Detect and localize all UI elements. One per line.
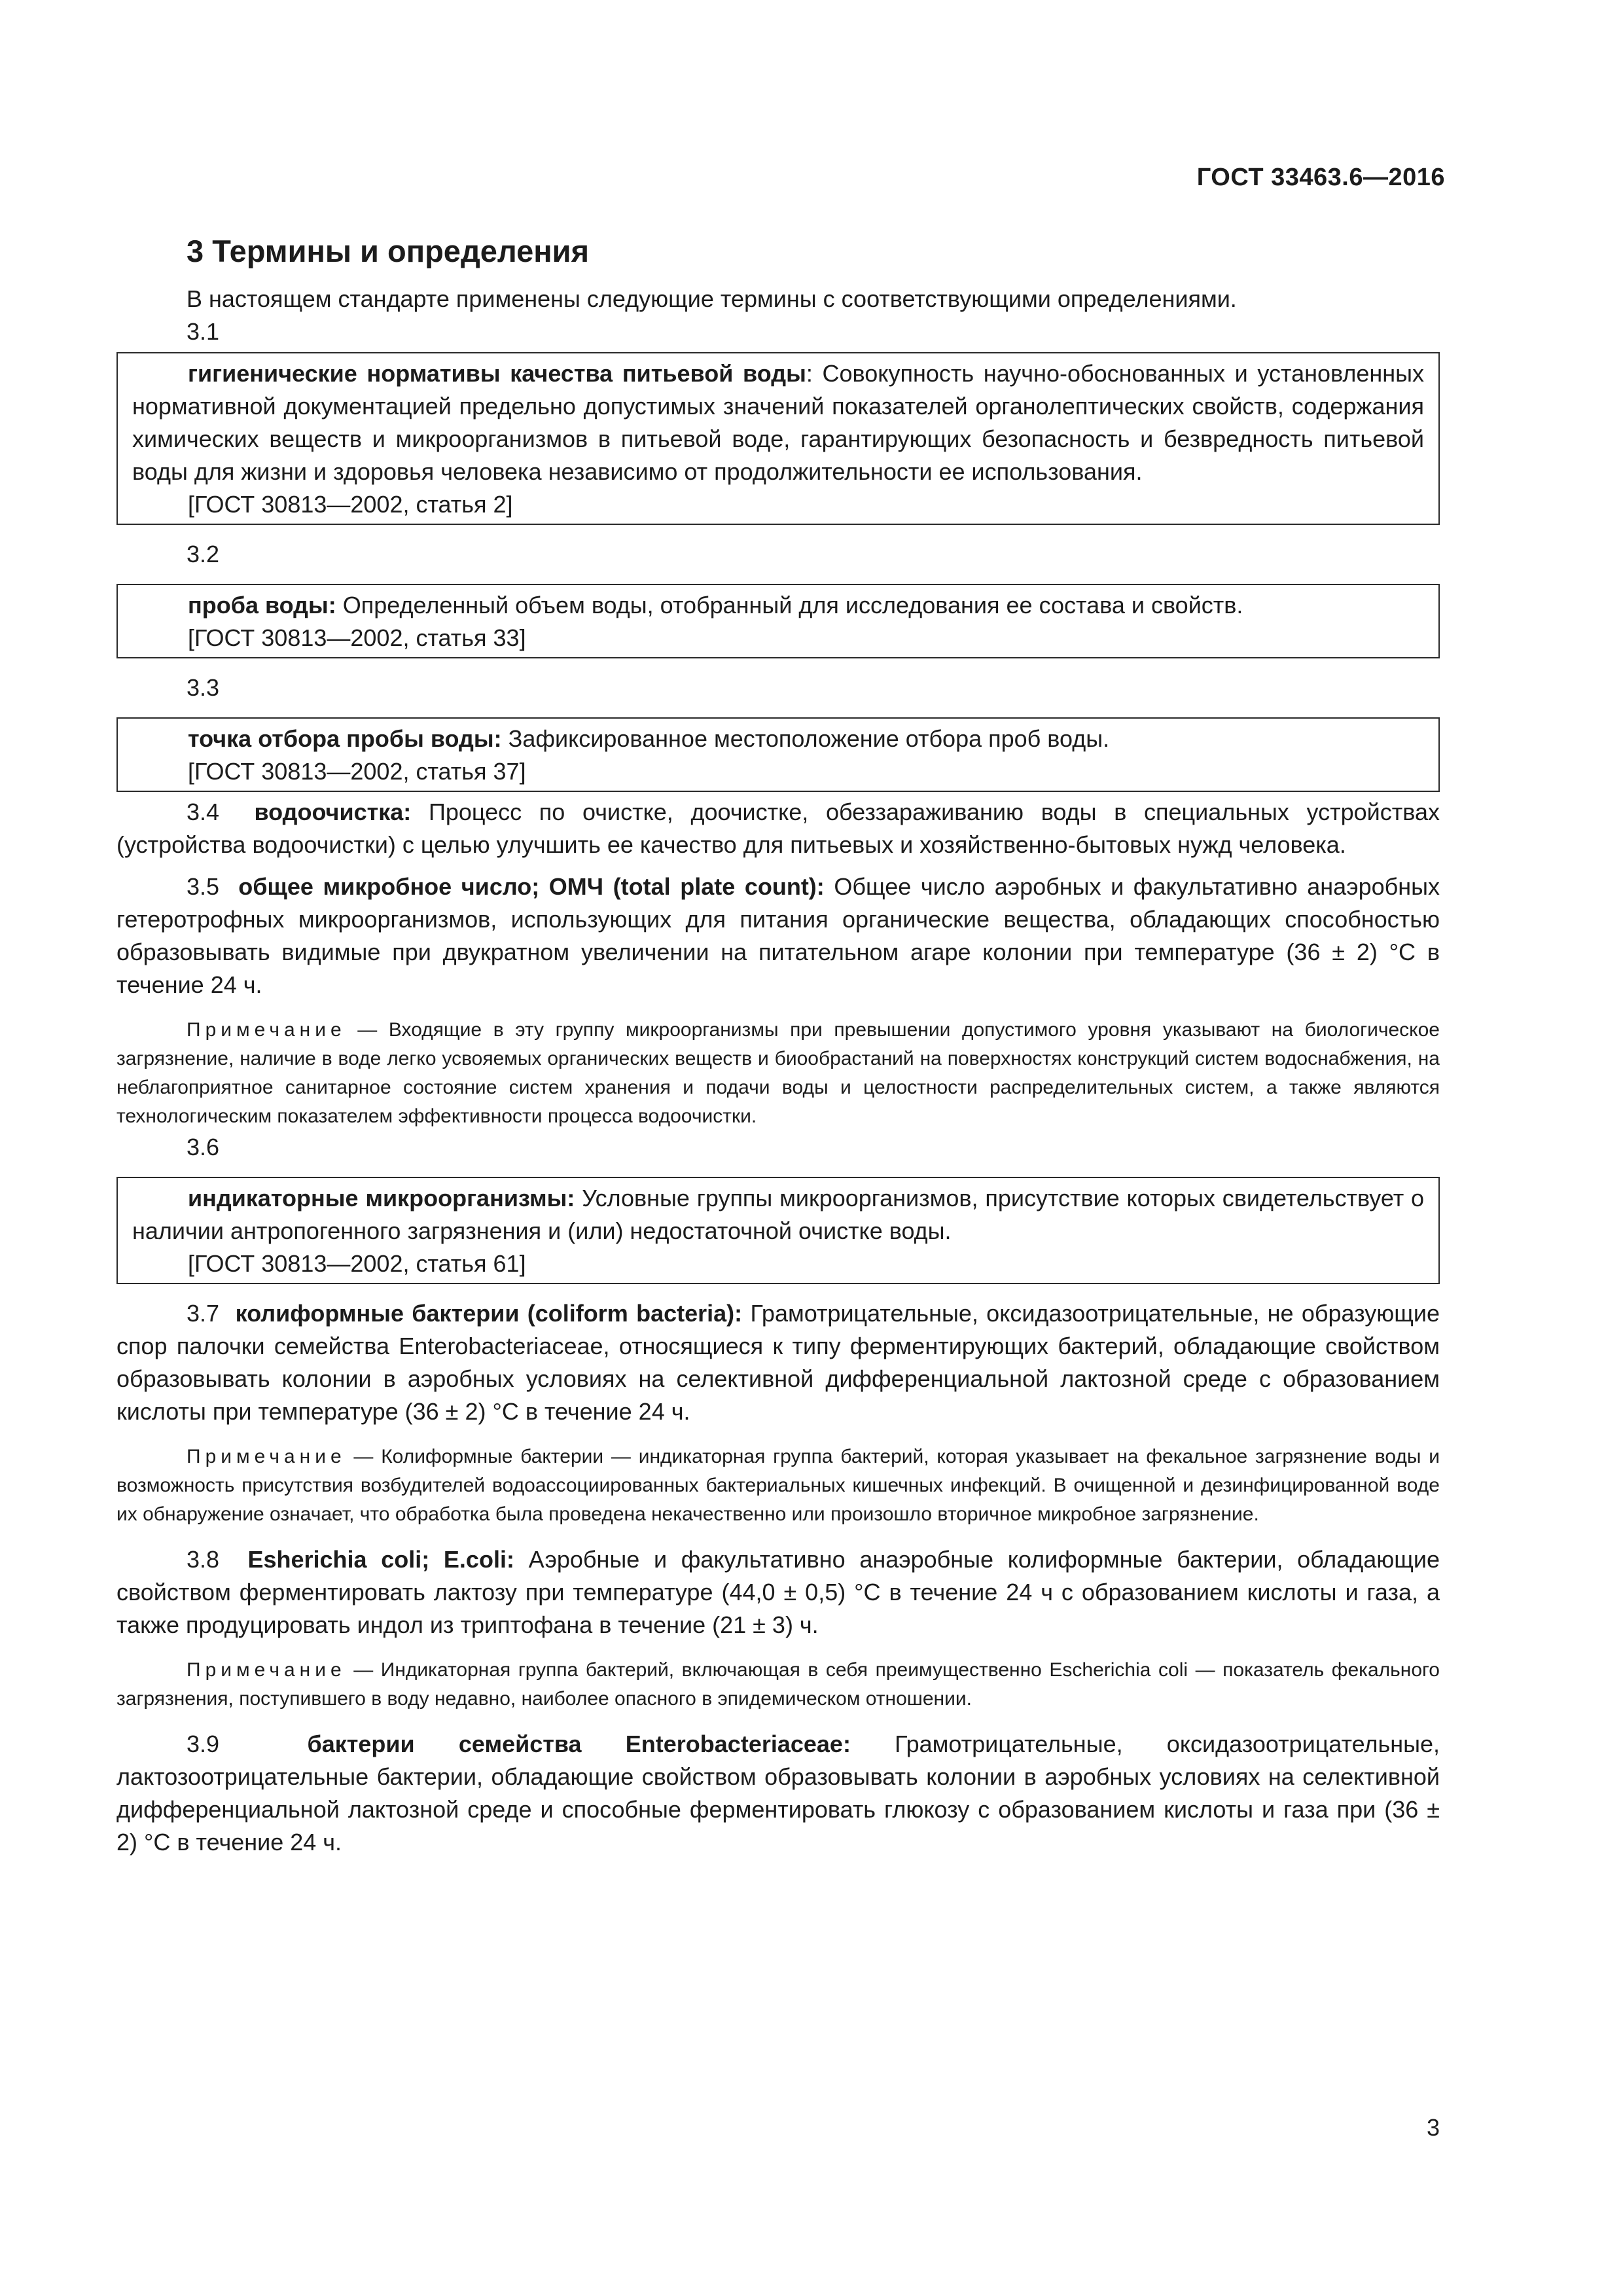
note-text: — Входящие в эту группу микроорганизмы при превышении допустимого уровня указывают на биологическое загрязнение, наличие в воде легко усвояемых органических веществ и биообрастаний на поверхностях конструкций систем водоснабжения, на неблагоприятное санитарное состояние систем хранения и подачи воды и целостности распределительных систем, а также являются технологическим показателем эффективности процесса водоочистки. — [116, 1019, 1440, 1127]
note — [116, 1016, 1440, 1131]
term-name: колиформные бактерии (coliform bacteria): — [235, 1300, 743, 1327]
page-content — [116, 229, 1440, 1859]
intro-text: В настоящем стандарте применены следующие термины с соответствующими определениями. — [187, 285, 1237, 312]
term-definition: Зафиксированное местоположение отбора проб воды. — [501, 725, 1110, 752]
term-paragraph — [116, 1543, 1440, 1641]
term-definition: Общее число аэробных и факультативно анаэробных гетеротрофных микроорганизмов, использующих для питания органические вещества, обладающих способностью образовывать видимые при двукратном увеличении на питательном агаре колонии при температуре (36 ± 2) °С в течение 24 ч. — [116, 873, 1440, 998]
term-number: 3.6 — [187, 1134, 220, 1160]
term-definition-box — [116, 584, 1440, 658]
document-code: ГОСТ 33463.6—2016 — [1196, 164, 1445, 191]
term-source: [ГОСТ 30813—2002, статья 2] — [188, 491, 513, 518]
term-name: водоочистка: — [254, 798, 412, 825]
term-name: проба воды: — [188, 592, 336, 619]
term-source: [ГОСТ 30813—2002, статья 61] — [188, 1250, 526, 1277]
term-definition: Условные группы микроорганизмов, присутствие которых свидетельствует о наличии антропогенного загрязнения и (или) недостаточной очистке воды. — [132, 1185, 1424, 1244]
term-definition: Определенный объем воды, отобранный для исследования ее состава и свойств. — [336, 592, 1243, 619]
term-source: [ГОСТ 30813—2002, статья 37] — [188, 758, 526, 785]
term-number: 3.2 — [187, 541, 220, 567]
term-paragraph — [116, 1297, 1440, 1428]
note — [116, 1656, 1440, 1713]
term-number: 3.1 — [187, 318, 220, 345]
term-name: Esherichia coli; E.coli: — [247, 1546, 514, 1573]
note-text: — Индикаторная группа бактерий, включающая в себя преимущественно Escherichia coli — показатель фекального загрязнения, поступившего в воду недавно, наиболее опасного в эпидемическом отношении. — [116, 1659, 1440, 1710]
term-definition-box — [116, 1177, 1440, 1284]
term-definition: Грамотрицательные, оксидазоотрицательные, лактозоотрицательные бактерии, обладающие свойством образовывать колонии в аэробных условиях на селективной дифференциальной лактозной среде и способные ферментировать глюкозу с образованием кислоты и газа при (36 ± 2) °С в течение 24 ч. — [116, 1731, 1440, 1856]
term-definition-box — [116, 352, 1440, 525]
page-number: 3 — [1426, 2114, 1440, 2141]
term-definition: Грамотрицательные, оксидазоотрицательные, не образующие спор палочки семейства Enterobacteriaceae, относящиеся к типу ферментирующих бактерий, обладающие свойством образовывать колонии в аэробных условиях на селективной дифференциальной лактозной среде с образованием кислоты при температуре (36 ± 2) °С в течение 24 ч. — [116, 1300, 1440, 1425]
term-paragraph — [116, 870, 1440, 1001]
term-paragraph — [116, 796, 1440, 861]
term-source: [ГОСТ 30813—2002, статья 33] — [188, 624, 526, 651]
term-paragraph — [116, 1728, 1440, 1859]
term-number: 3.5 — [187, 873, 220, 900]
term-number: 3.3 — [187, 674, 220, 701]
term-definition: : Совокупность научно-обоснованных и установленных нормативной документацией предельно допустимых значений показателей органолептических свойств, содержания химических веществ и микроорганизмов в питьевой воде, гарантирующих безопасность и безвредность питьевой воды для жизни и здоровья человека независимо от продолжительности ее использования. — [132, 360, 1424, 485]
term-definition: Аэробные и факультативно анаэробные колиформные бактерии, обладающие свойством ферментировать лактозу при температуре (44,0 ± 0,5) °С в течение 24 ч с образованием кислоты и газа, а также продуцировать индол из триптофана в течение (21 ± 3) ч. — [116, 1546, 1440, 1638]
term-number: 3.9 — [187, 1731, 220, 1757]
term-name: индикаторные микроорганизмы: — [188, 1185, 575, 1211]
term-definition: Процесс по очистке, доочистке, обеззараживанию воды в специальных устройствах (устройства водоочистки) с целью улучшить ее качество для питьевых и хозяйственно-бытовых нужд человека. — [116, 798, 1440, 858]
term-name: общее микробное число; ОМЧ (total plate count): — [238, 873, 825, 900]
term-number: 3.7 — [187, 1300, 220, 1327]
term-number: 3.4 — [187, 798, 220, 825]
term-name: бактерии семейства Enterobacteriaceae: — [307, 1731, 851, 1757]
note-text: — Колиформные бактерии — индикаторная группа бактерий, которая указывает на фекальное загрязнение воды и возможность присутствия возбудителей водоассоциированных бактериальных кишечных инфекций. В очищенной и дезинфицированной воде их обнаружение означает, что обработка была проведена некачественно или произошло вторичное микробное загрязнение. — [116, 1446, 1440, 1525]
note-label: Примечание — [187, 1019, 346, 1041]
term-name: точка отбора пробы воды: — [188, 725, 502, 752]
term-number: 3.8 — [187, 1546, 220, 1573]
note-label: Примечание — [187, 1446, 346, 1467]
section-title: 3 Термины и определения — [187, 234, 589, 268]
note-label: Примечание — [187, 1659, 346, 1681]
term-name: гигиенические нормативы качества питьевой воды — [188, 360, 806, 387]
note — [116, 1443, 1440, 1529]
term-definition-box — [116, 717, 1440, 792]
